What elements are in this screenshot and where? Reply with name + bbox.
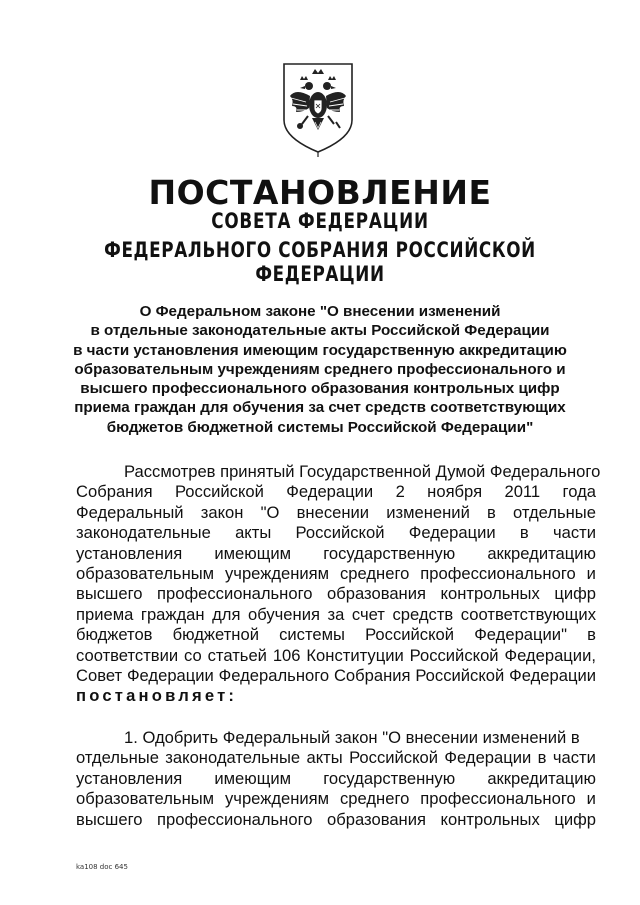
issuing-body-line2: ФЕДЕРАЛЬНОГО СОБРАНИЯ РОССИЙСКОЙ ФЕДЕРАЦИИ [104, 238, 536, 286]
word: ноября [427, 482, 483, 502]
text-line [76, 625, 596, 645]
word: граждан [140, 604, 205, 624]
subject-line: приема граждан для обучения за счет средств соответствующих [74, 399, 566, 417]
word: средств [392, 604, 454, 624]
word: со [184, 645, 202, 665]
word: части [552, 523, 596, 543]
word: и [586, 564, 596, 584]
word: Федерации [509, 666, 596, 686]
word: среднего [339, 789, 410, 809]
text-line [76, 605, 596, 625]
word: за [327, 604, 345, 624]
text-line [76, 769, 596, 789]
word: Собрания [333, 666, 411, 686]
word: имеющим [214, 768, 292, 788]
word: Федерации" [474, 625, 567, 645]
word: государственную [323, 543, 456, 563]
word: цифр [554, 809, 596, 829]
word: Конституции [306, 645, 404, 665]
word: Рассмотрев принятый Государственной Думой Федерального [124, 462, 601, 481]
document-code: ka108 doc 645 [76, 863, 128, 871]
word: образования [327, 584, 426, 604]
word: контрольных [440, 809, 540, 829]
russian-coat-of-arms-icon [276, 60, 360, 158]
word: высшего [76, 584, 143, 604]
word: и [586, 789, 596, 809]
subject-line: О Федеральном законе "О внесении изменений [139, 303, 501, 320]
text-line [76, 748, 596, 768]
word: профессионального [420, 789, 576, 809]
word: бюджетов [76, 625, 153, 645]
text-line [76, 666, 596, 686]
word: Российской [174, 482, 264, 502]
text-line [76, 462, 601, 482]
text-line [76, 544, 596, 564]
text-line [76, 646, 596, 666]
word: Российской [349, 748, 439, 768]
word: Собрания [76, 482, 153, 502]
text-line [76, 564, 596, 584]
word: обучения [248, 604, 320, 624]
resolution-item-1 [76, 728, 596, 830]
word: Российской [365, 625, 455, 645]
word: Российской [409, 645, 499, 665]
word: для [212, 604, 241, 624]
word: счет [351, 604, 385, 624]
word: имеющим [214, 543, 292, 563]
subject-line: бюджетов бюджетной системы Российской Федерации" [106, 418, 534, 436]
word: установления [76, 543, 183, 563]
word: 106 [272, 645, 301, 665]
text-line [76, 686, 596, 706]
text-line [76, 789, 596, 809]
word: в [487, 502, 496, 522]
word: внесении [296, 502, 370, 522]
text-line [76, 482, 596, 502]
word: Федерации [408, 523, 496, 543]
word: цифр [554, 584, 596, 604]
word: акты [235, 523, 272, 543]
resolves-keyword: постановляет: [76, 686, 238, 706]
word: профессионального [157, 809, 313, 829]
word: контрольных [440, 584, 540, 604]
word: отдельные [76, 748, 159, 768]
word: учреждениям [225, 789, 330, 809]
word: профессионального [420, 564, 576, 584]
word: аккредитацию [487, 543, 596, 563]
word: Федеральный [76, 502, 184, 522]
word: законодательные [165, 748, 301, 768]
word: Федерального [218, 666, 330, 686]
word: Федерации [126, 666, 214, 686]
word: акты [306, 748, 343, 768]
word: статьей [207, 645, 267, 665]
word: 2 [395, 482, 405, 502]
word: системы [279, 625, 345, 645]
word: образования [327, 809, 426, 829]
word: года [562, 482, 596, 502]
word: среднего [339, 564, 410, 584]
word: приема [76, 604, 134, 624]
text-line [76, 810, 596, 830]
word: отдельные [513, 502, 596, 522]
word: высшего [76, 809, 143, 829]
word: 2011 [504, 482, 541, 502]
subject-line: в части установления имеющим государственную аккредитацию [73, 341, 567, 359]
word: профессионального [157, 584, 313, 604]
word: 1. Одобрить Федеральный закон "О внесении изменений в [124, 728, 580, 747]
word: части [552, 748, 596, 768]
document-title: ПОСТАНОВЛЕНИЕ [148, 173, 492, 212]
issuing-body-line1: СОВЕТА ФЕДЕРАЦИИ [211, 209, 429, 233]
word: в [537, 748, 547, 768]
word: законодательные [76, 523, 211, 543]
word: "О [260, 502, 280, 522]
word: в [519, 523, 529, 543]
word: учреждениям [225, 564, 330, 584]
word: закон [200, 502, 244, 522]
word: Федерации [444, 748, 532, 768]
document-subject [40, 302, 600, 437]
word: Совет [76, 666, 123, 686]
subject-line: в отдельные законодательные акты Российской Федерации [90, 322, 550, 340]
word: бюджетной [172, 625, 259, 645]
word: изменений [386, 502, 470, 522]
preamble-paragraph [76, 462, 601, 707]
text-line [76, 584, 596, 604]
word: Российской [415, 666, 505, 686]
word: образовательным [76, 789, 215, 809]
word: Федерации, [504, 645, 596, 665]
word: аккредитацию [487, 768, 596, 788]
word: в [587, 625, 596, 645]
subject-line: образовательным учреждениям среднего профессионального и [74, 360, 566, 378]
word: государственную [323, 768, 456, 788]
word: образовательным [76, 564, 215, 584]
word: соответствии [76, 645, 179, 665]
word: Федерации [286, 482, 374, 502]
text-line [76, 728, 596, 748]
word: соответствующих [460, 604, 596, 624]
subject-line: высшего профессионального образования контрольных цифр [80, 380, 560, 398]
text-line [76, 503, 596, 523]
text-line [76, 523, 596, 543]
word: Российской [295, 523, 385, 543]
word: установления [76, 768, 183, 788]
